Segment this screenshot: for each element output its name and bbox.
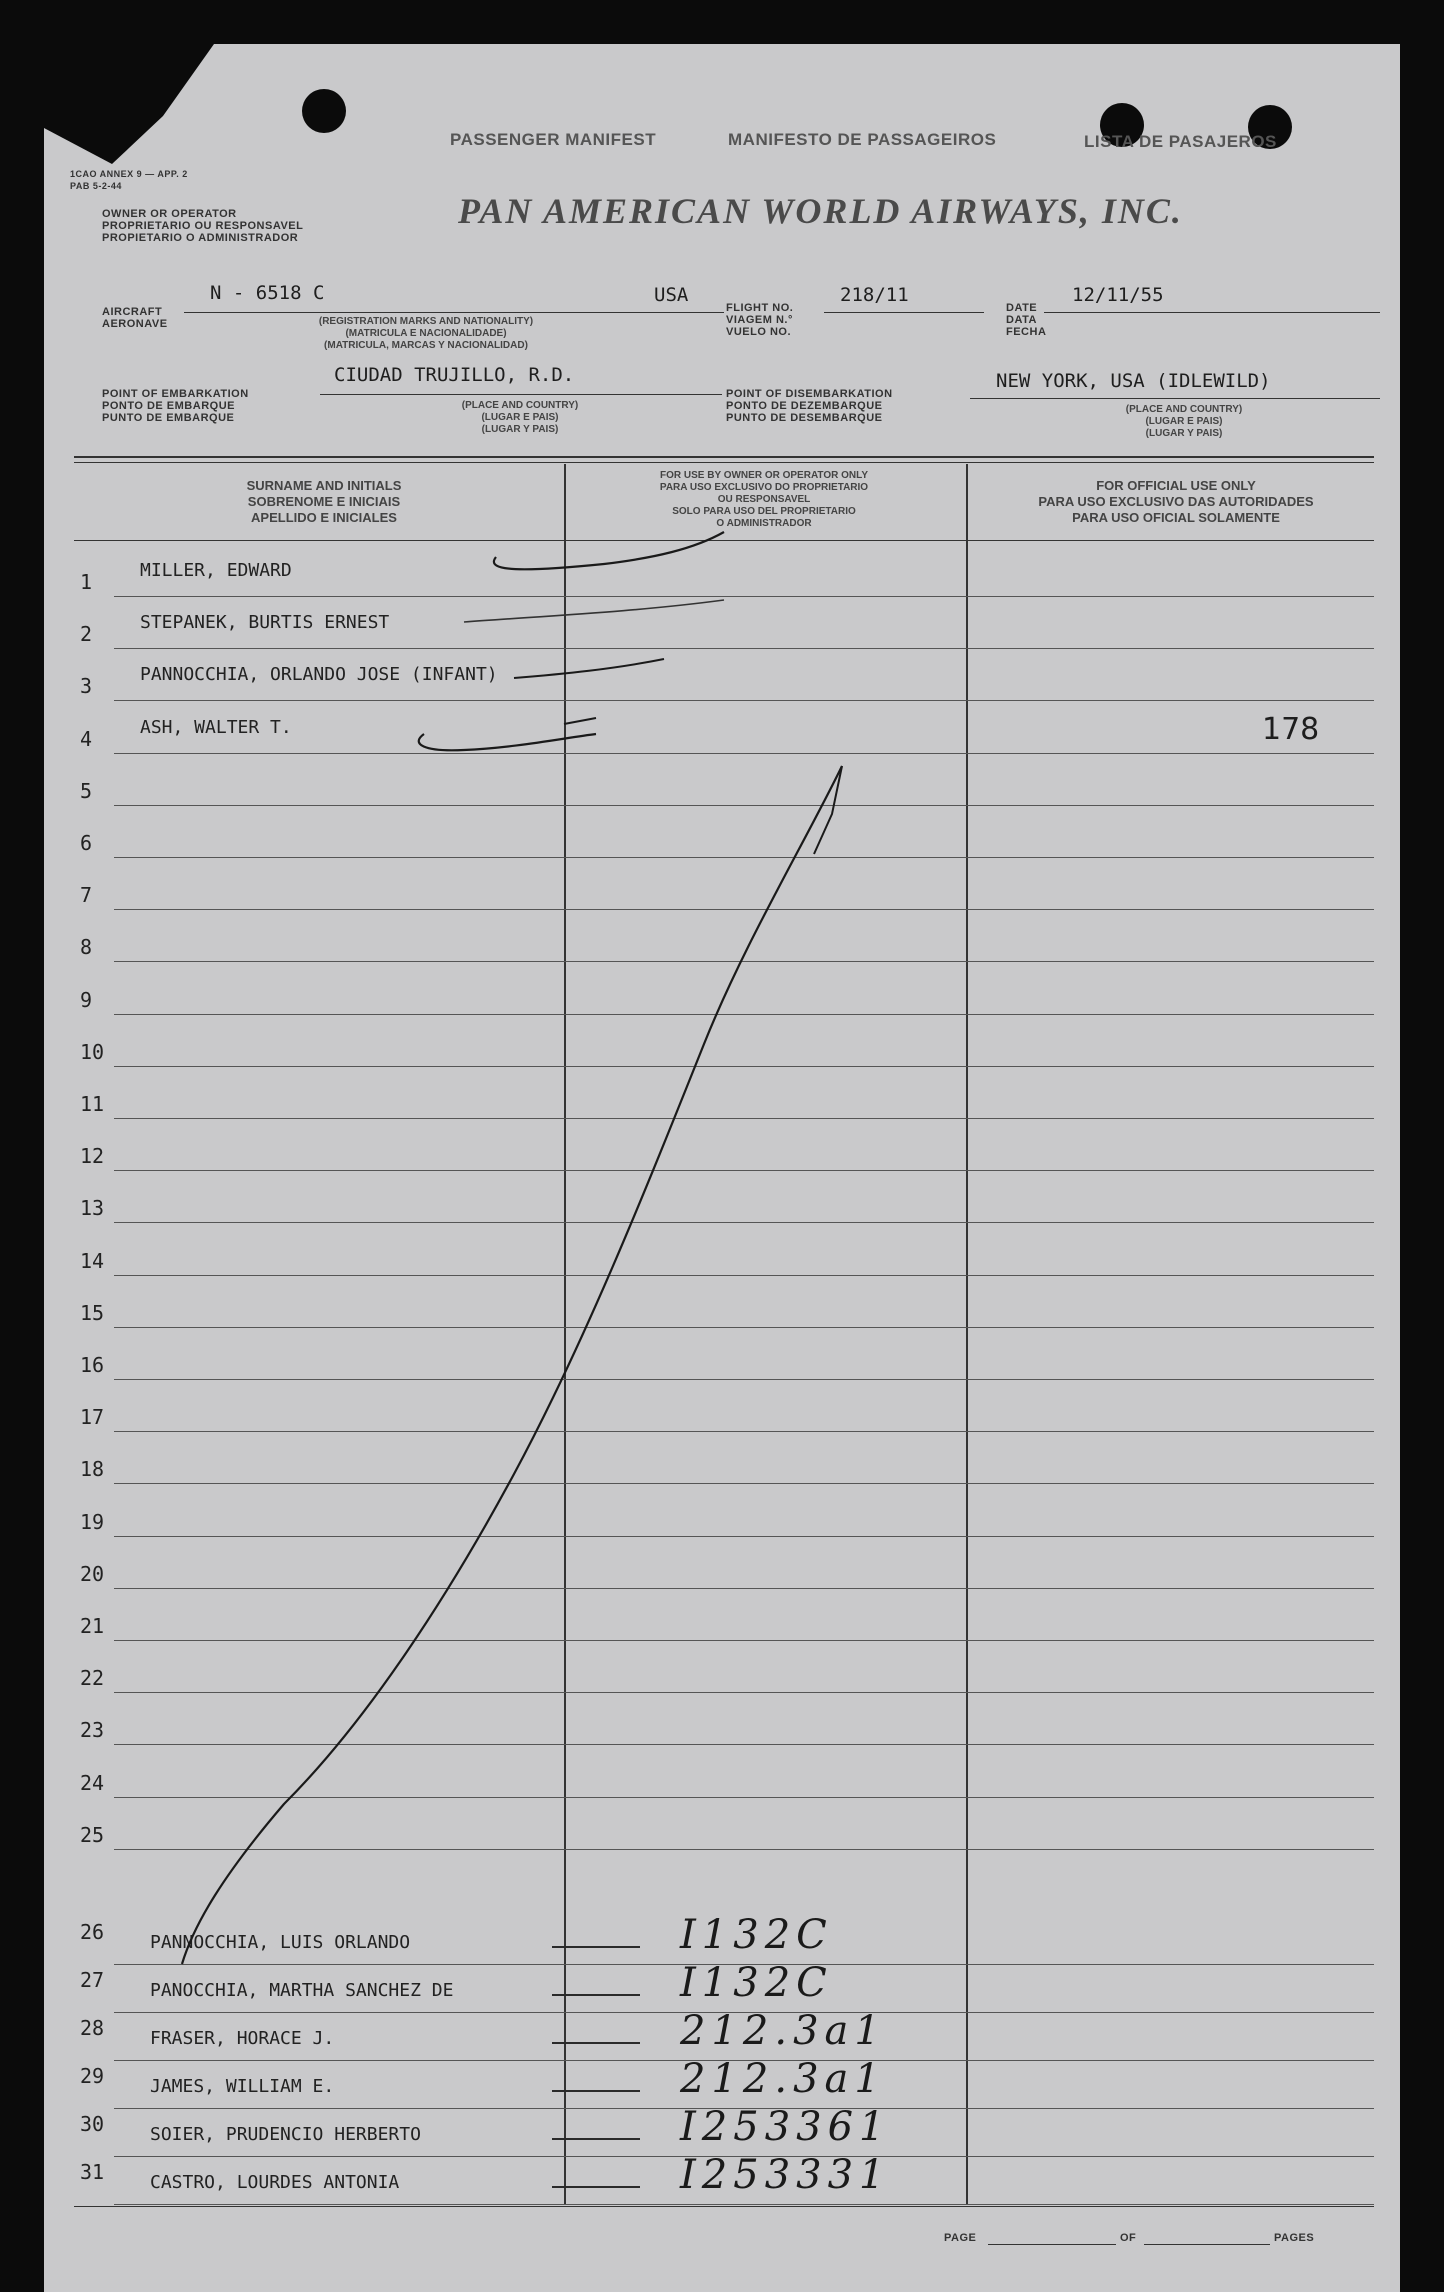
passenger-name: JAMES, WILLIAM E. bbox=[150, 2076, 335, 2097]
registration-caption: (REGISTRATION MARKS AND NATIONALITY) (MATRICULA E NACIONALIDADE) (MATRICULA, MARCAS Y NACIONALIDAD) bbox=[318, 316, 534, 351]
row-number: 4 bbox=[80, 726, 93, 751]
cross-out-hook bbox=[814, 766, 842, 854]
row-number: 2 bbox=[80, 622, 93, 647]
passenger-name: MILLER, EDWARD bbox=[140, 560, 292, 581]
title-portuguese: MANIFESTO DE PASSAGEIROS bbox=[728, 130, 997, 149]
cross-out-line bbox=[182, 766, 842, 1964]
manifest-page bbox=[44, 44, 1400, 2292]
handwritten-code: I253331 bbox=[680, 2152, 891, 2198]
date-label: DATE DATA FECHA bbox=[1006, 302, 1047, 338]
row-number: 27 bbox=[80, 1968, 105, 1992]
form-code: 1CAO ANNEX 9 — APP. 2 PAB 5-2-44 bbox=[70, 169, 188, 191]
disembarkation-caption: (PLACE AND COUNTRY) (LUGAR E PAIS) (LUGAR Y PAIS) bbox=[1125, 404, 1243, 439]
disembarkation-label: POINT OF DISEMBARKATION PONTO DE DEZEMBARQUE PUNTO DE DESEMBARQUE bbox=[726, 388, 893, 424]
handwritten-code: 212.3a1 bbox=[680, 2008, 886, 2054]
check-mark-row-3 bbox=[514, 659, 664, 678]
handwritten-strokes bbox=[44, 44, 1400, 2292]
flight-number: 218/11 bbox=[840, 284, 909, 306]
row-number: 19 bbox=[80, 1509, 105, 1534]
row-number: 24 bbox=[80, 1770, 105, 1795]
column-header-official: FOR OFFICIAL USE ONLY PARA USO EXCLUSIVO DAS AUTORIDADES PARA USO OFICIAL SOLAMENTE bbox=[1038, 478, 1314, 525]
check-mark-row-2 bbox=[464, 600, 724, 622]
row-number: 22 bbox=[80, 1666, 105, 1691]
aircraft-nationality: USA bbox=[654, 284, 689, 306]
passenger-name: CASTRO, LOURDES ANTONIA bbox=[150, 2172, 400, 2193]
footer-of-label: OF bbox=[1120, 2232, 1137, 2244]
owner-name: PAN AMERICAN WORLD AIRWAYS, INC. bbox=[458, 191, 1183, 231]
passenger-name: FRASER, HORACE J. bbox=[150, 2028, 335, 2049]
column-header-surname: SURNAME AND INITIALS SOBRENOME E INICIAIS APELLIDO E INICIALES bbox=[246, 478, 402, 525]
check-mark-row-1 bbox=[494, 532, 724, 569]
owner-label: OWNER OR OPERATOR PROPRIETARIO OU RESPONSAVEL PROPIETARIO O ADMINISTRADOR bbox=[102, 208, 304, 244]
embarkation-value: CIUDAD TRUJILLO, R.D. bbox=[334, 364, 575, 386]
row-number: 31 bbox=[80, 2160, 105, 2184]
passenger-name: ASH, WALTER T. bbox=[140, 716, 292, 738]
row-number: 17 bbox=[80, 1405, 105, 1430]
row-number: 13 bbox=[80, 1196, 105, 1221]
check-mark-row-4 bbox=[419, 734, 596, 750]
flight-label: FLIGHT NO. VIAGEM N.° VUELO NO. bbox=[726, 302, 794, 338]
passenger-name: STEPANEK, BURTIS ERNEST bbox=[140, 612, 390, 634]
row-number: 25 bbox=[80, 1822, 105, 1847]
row-number: 6 bbox=[80, 831, 93, 855]
row-number: 28 bbox=[80, 2016, 105, 2040]
footer-page-label: PAGE bbox=[944, 2232, 977, 2244]
title-spanish: LISTA DE PASAJEROS bbox=[1084, 132, 1277, 151]
row-number: 10 bbox=[80, 1039, 105, 1064]
footer-pages-label: PAGES bbox=[1274, 2232, 1315, 2244]
embarkation-label: POINT OF EMBARKATION PONTO DE EMBARQUE PUNTO DE EMBARQUE bbox=[102, 388, 249, 424]
row-number: 5 bbox=[80, 778, 93, 803]
row-number: 20 bbox=[80, 1561, 105, 1586]
aircraft-label: AIRCRAFT AERONAVE bbox=[102, 306, 168, 330]
row-number: 26 bbox=[80, 1920, 105, 1944]
row-number: 18 bbox=[80, 1457, 105, 1482]
disembarkation-value: NEW YORK, USA (IDLEWILD) bbox=[996, 370, 1271, 392]
row-number: 9 bbox=[80, 987, 93, 1012]
row-number: 7 bbox=[80, 883, 93, 908]
passenger-name: SOIER, PRUDENCIO HERBERTO bbox=[150, 2124, 421, 2145]
aircraft-registration: N - 6518 C bbox=[210, 282, 325, 304]
passenger-name: PANNOCCHIA, LUIS ORLANDO bbox=[150, 1932, 411, 1953]
row-number: 8 bbox=[80, 935, 93, 960]
row-number: 12 bbox=[80, 1144, 105, 1169]
row-number: 3 bbox=[80, 674, 93, 699]
embarkation-caption: (PLACE AND COUNTRY) (LUGAR E PAIS) (LUGAR Y PAIS) bbox=[461, 400, 579, 435]
passenger-name: PANOCCHIA, MARTHA SANCHEZ DE bbox=[150, 1980, 454, 2001]
official-stamp-number: 178 bbox=[1262, 712, 1320, 747]
row-number: 14 bbox=[80, 1248, 105, 1273]
row-number: 1 bbox=[80, 570, 93, 594]
row-number: 30 bbox=[80, 2112, 105, 2136]
row-number: 23 bbox=[80, 1718, 105, 1743]
handwritten-code: I132C bbox=[680, 1960, 833, 2006]
row-number: 21 bbox=[80, 1614, 105, 1638]
passenger-name: PANNOCCHIA, ORLANDO JOSE (INFANT) bbox=[140, 664, 498, 686]
row-number: 29 bbox=[80, 2064, 105, 2088]
row-number: 15 bbox=[80, 1300, 105, 1325]
handwritten-code: I253361 bbox=[680, 2104, 891, 2150]
date-value: 12/11/55 bbox=[1072, 284, 1164, 306]
row-number: 11 bbox=[80, 1092, 105, 1116]
handwritten-code: I132C bbox=[680, 1912, 833, 1958]
handwritten-code: 212.3a1 bbox=[680, 2056, 886, 2102]
row-number: 16 bbox=[80, 1353, 105, 1377]
title-english: PASSENGER MANIFEST bbox=[450, 130, 657, 149]
column-header-owner-use: FOR USE BY OWNER OR OPERATOR ONLY PARA USO EXCLUSIVO DO PROPRIETARIO OU RESPONSAVEL SOLO PARA USO DEL PROPRIETARIO O ADMINISTRADOR bbox=[659, 470, 869, 529]
